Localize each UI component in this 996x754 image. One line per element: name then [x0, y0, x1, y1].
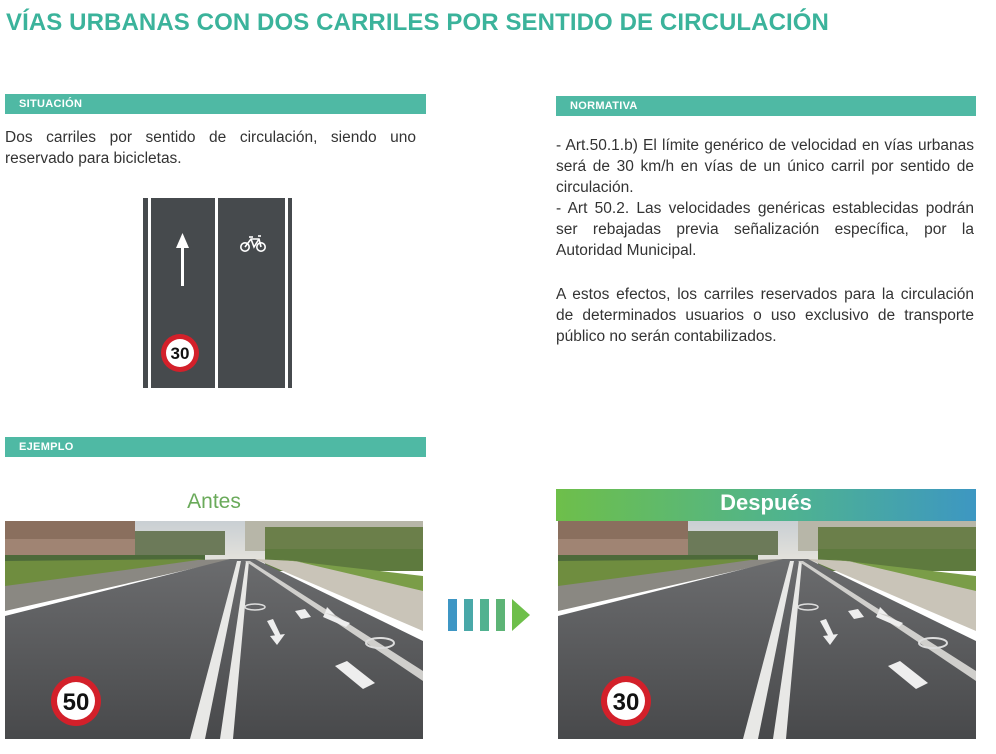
before-speed-value: 50 [62, 689, 90, 716]
lane-edge-line-right [285, 198, 288, 388]
lane-edge-line-left [148, 198, 151, 388]
section-header-ejemplo: EJEMPLO [5, 437, 426, 457]
situacion-description: Dos carriles por sentido de circulación, siendo uno reservado para bicicletas. [5, 129, 416, 167]
diagram-speed-value: 30 [170, 344, 190, 363]
page-title: VÍAS URBANAS CON DOS CARRILES POR SENTIDO DE CIRCULACIÓN [6, 9, 829, 36]
normativa-article-50-1: - Art.50.1.b) El límite genérico de velocidad en vías urbanas será de 30 km/h en vías de un único carril por sentido de circulación. [556, 137, 974, 196]
normativa-note: A estos efectos, los carriles reservados para la circulación de determinados usuarios o uso exclusivo de transporte público no serán contabilizados. [556, 286, 974, 345]
road-lanes-diagram [143, 198, 292, 388]
before-caption: Antes [187, 490, 241, 513]
after-speed-value: 30 [612, 689, 640, 716]
speed-limit-sign-icon [161, 334, 199, 372]
section-header-normativa: NORMATIVA [556, 96, 976, 116]
after-street-photo [558, 521, 976, 739]
section-header-situacion: SITUACIÓN [5, 94, 426, 114]
before-street-photo [5, 521, 423, 739]
after-caption: Después [556, 489, 976, 521]
normativa-article-50-2: - Art 50.2. Las velocidades genéricas establecidas podrán ser rebajadas previa señalización específica, por la Autoridad Municipal. [556, 200, 974, 259]
transition-arrow-icon [448, 598, 532, 632]
lane-divider-line [215, 198, 218, 388]
